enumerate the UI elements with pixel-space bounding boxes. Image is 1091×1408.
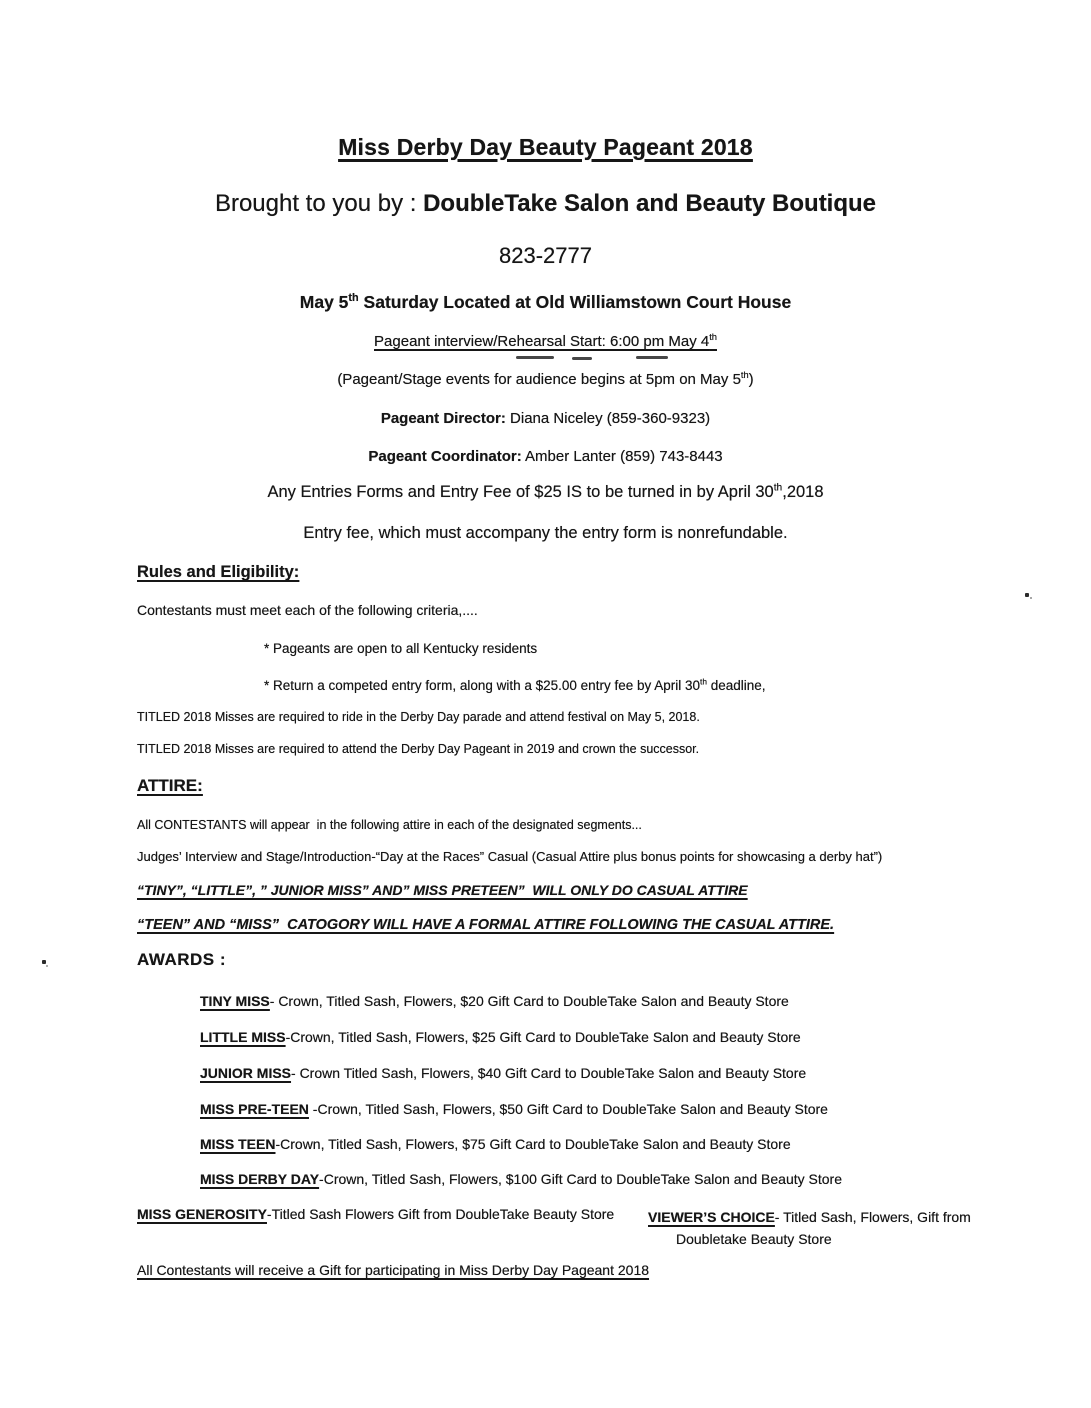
award-title: MISS TEEN (200, 1136, 276, 1152)
award-detail: -Crown, Titled Sash, Flowers, $75 Gift Card to DoubleTake Salon and Beauty Store (275, 1136, 791, 1152)
award-little-miss (200, 1029, 801, 1045)
titled-misses-crown-rule: TITLED 2018 Misses are required to attend the Derby Day Pageant in 2019 and crown the successor. (137, 742, 700, 756)
stage-post: ) (748, 371, 754, 388)
award-junior-miss (200, 1065, 806, 1081)
award-miss-pre-teen (200, 1101, 828, 1117)
event-date-line (0, 292, 1091, 313)
page-title: Miss Derby Day Beauty Pageant 2018 (338, 134, 753, 160)
coordinator-value: Amber Lanter (859) 743-8443 (521, 448, 723, 465)
coordinator-line (0, 448, 1091, 465)
awards-heading: AWARDS : (137, 950, 226, 969)
formal-attire-rule: “TEEN” AND “MISS” CATOGORY WILL HAVE A FORMAL ATTIRE FOLLOWING THE CASUAL ATTIRE. (137, 917, 835, 933)
stage-pre: (Pageant/Stage events for audience begins at 5pm on May 5 (337, 371, 741, 388)
award-title: TINY MISS (200, 993, 270, 1009)
sponsor-name: DoubleTake Salon and Beauty Boutique (423, 190, 877, 217)
award-title: JUNIOR MISS (200, 1065, 292, 1081)
award-detail: -Crown, Titled Sash, Flowers, $50 Gift Card to DoubleTake Salon and Beauty Store (308, 1101, 828, 1117)
award-detail: - Crown, Titled Sash, Flowers, $20 Gift Card to DoubleTake Salon and Beauty Store (269, 993, 789, 1009)
attire-intro: All CONTESTANTS will appear in the following attire in each of the designated segments... (137, 818, 642, 832)
rules-intro: Contestants must meet each of the following criteria,.... (137, 602, 478, 618)
director-value: Diana Niceley (859-360-9323) (505, 410, 711, 427)
titled-misses-parade-rule: TITLED 2018 Misses are required to ride in the Derby Day parade and attend festival on May 5, 2018. (137, 710, 700, 724)
award-miss-derby-day (200, 1171, 842, 1187)
scan-smudge (572, 357, 592, 360)
award-miss-teen (200, 1136, 791, 1152)
fee-note: Entry fee, which must accompany the entry form is nonrefundable. (303, 524, 788, 542)
director-label: Pageant Director: (380, 410, 506, 427)
participation-gift-note: All Contestants will receive a Gift for participating in Miss Derby Day Pageant 2018 (137, 1262, 650, 1278)
rehearsal-ordinal: th (709, 332, 717, 342)
attire-heading: ATTIRE: (137, 776, 203, 795)
award-detail: - Titled Sash, Flowers, Gift from Doubletake Beauty Store (676, 1209, 971, 1247)
rule-bullet-residents: * Pageants are open to all Kentucky residents (264, 641, 538, 656)
award-title: VIEWER’S CHOICE (648, 1209, 775, 1225)
attire-segments-line: Judges’ Interview and Stage/Introduction-“Day at the Races” Casual (Casual Attire plus bonus points for showcasing a derby hat”) (137, 849, 883, 864)
entry-pre: Any Entries Forms and Entry Fee of $25 IS to be turned in by April 30 (267, 483, 774, 501)
award-detail: - Crown Titled Sash, Flowers, $40 Gift Card to DoubleTake Salon and Beauty Store (291, 1065, 807, 1081)
award-viewers-choice (648, 1206, 976, 1250)
entry-post: ,2018 (782, 483, 824, 501)
scan-smudge (636, 356, 668, 359)
award-detail: -Titled Sash Flowers Gift from DoubleTake Beauty Store (266, 1206, 615, 1222)
bullet2-post: deadline, (706, 678, 766, 693)
rules-heading: Rules and Eligibility: (137, 563, 300, 581)
stage-events-line (0, 371, 1091, 388)
stage-ordinal: th (740, 370, 749, 380)
award-title: LITTLE MISS (200, 1029, 286, 1045)
award-tiny-miss (200, 993, 789, 1009)
rehearsal-line (0, 333, 1091, 350)
award-detail: -Crown, Titled Sash, Flowers, $25 Gift Card to DoubleTake Salon and Beauty Store (285, 1029, 801, 1045)
casual-attire-rule: “TINY”, “LITTLE”, ” JUNIOR MISS” AND” MISS PRETEEN” WILL ONLY DO CASUAL ATTIRE (137, 882, 748, 898)
coordinator-label: Pageant Coordinator: (368, 448, 522, 465)
sponsor-prefix: Brought to you by : (214, 190, 424, 217)
award-title: MISS GENEROSITY (137, 1206, 267, 1222)
bullet2-pre: * Return a competed entry form, along with a $25.00 entry fee by April 30 (264, 678, 700, 693)
sponsor-line (0, 190, 1091, 218)
director-line (0, 410, 1091, 427)
scan-speck (1025, 593, 1029, 597)
scan-smudge (516, 356, 554, 359)
entry-ordinal: th (773, 482, 783, 494)
award-title: MISS PRE-TEEN (200, 1101, 309, 1117)
award-detail: -Crown, Titled Sash, Flowers, $100 Gift Card to DoubleTake Salon and Beauty Store (319, 1171, 842, 1187)
rule-bullet-entry-form (264, 678, 766, 693)
entry-deadline-line (0, 483, 1091, 502)
date-pre: May 5 (299, 292, 349, 312)
award-miss-generosity (137, 1206, 614, 1222)
phone-number: 823-2777 (499, 243, 592, 268)
award-title: MISS DERBY DAY (200, 1171, 320, 1187)
date-ordinal: th (348, 292, 359, 305)
scan-speck (42, 960, 46, 964)
date-post: Saturday Located at Old Williamstown Court House (358, 292, 792, 312)
bullet2-ordinal: th (700, 676, 707, 687)
rehearsal-pre: Pageant interview/Rehearsal Start: 6:00 pm May 4 (374, 333, 710, 350)
